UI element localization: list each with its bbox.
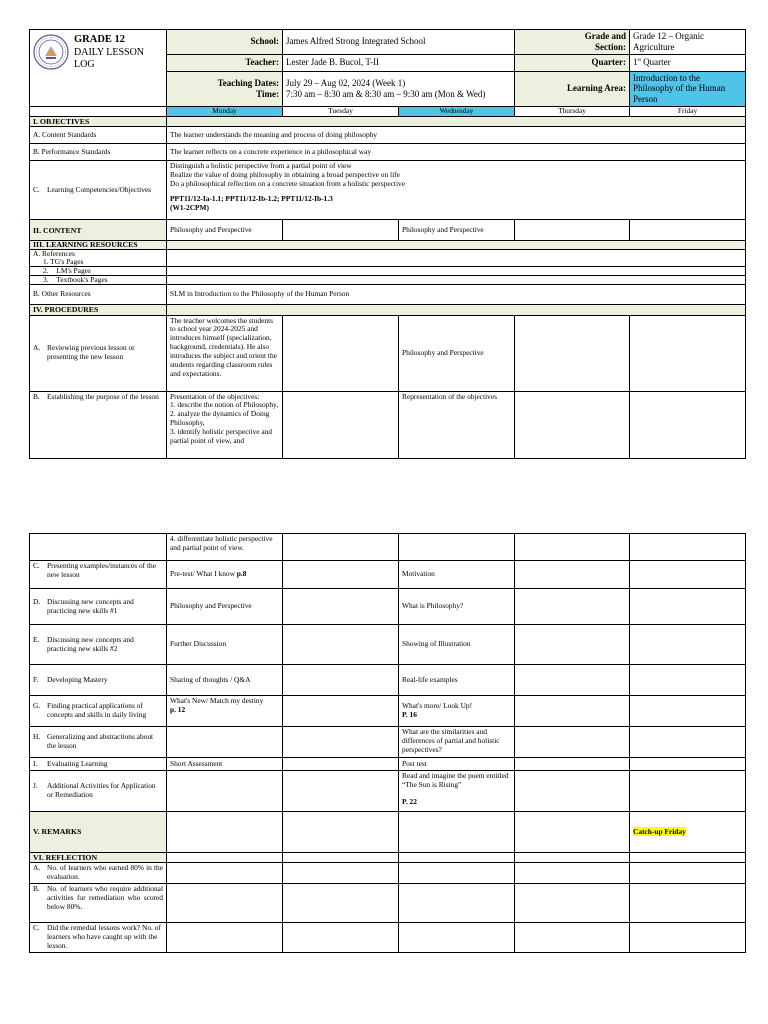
procedure-b-cont-thursday <box>515 534 630 561</box>
procedure-c-thursday <box>515 561 630 589</box>
procedure-b-friday <box>630 391 746 458</box>
reflection-c-thursday <box>515 923 630 953</box>
day-header-tuesday: Tuesday <box>283 106 399 116</box>
deped-seal-icon <box>33 34 69 70</box>
remarks-tuesday <box>283 812 399 853</box>
teacher-label: Teacher: <box>167 54 283 71</box>
reflection-heading-friday <box>630 853 746 863</box>
teacher-value: Lester Jade B. Bucol, T-II <box>283 54 515 71</box>
reflection-heading: VI. REFLECTION <box>30 853 167 863</box>
reflection-b-wednesday <box>399 884 515 923</box>
performance-standards-label: B. Performance Standards <box>30 144 167 161</box>
grade-section-value: Grade 12 – Organic Agriculture <box>630 30 746 55</box>
procedure-e-label: E. Discussing new concepts and practicing new skills #2 <box>30 625 167 665</box>
reflection-a-wednesday <box>399 863 515 884</box>
procedure-b-tuesday <box>283 391 399 458</box>
textbook-pages-value <box>167 276 746 285</box>
procedure-g-friday <box>630 696 746 727</box>
remarks-heading: V. REMARKS <box>30 812 167 853</box>
procedure-g-tuesday <box>283 696 399 727</box>
objectives-heading-fill <box>167 116 746 126</box>
procedure-i-label: I. Evaluating Learning <box>30 758 167 771</box>
lesson-log-table-page2 <box>29 533 746 953</box>
reflection-b-monday <box>167 884 283 923</box>
learning-area-value: Introduction to the Philosophy of the Human Person <box>630 71 746 106</box>
day-header-wednesday: Wednesday <box>399 106 515 116</box>
quarter-label: Quarter: <box>515 54 630 71</box>
reflection-heading-monday <box>167 853 283 863</box>
procedure-a-wednesday: Philosophy and Perspective <box>399 315 515 391</box>
reflection-heading-thursday <box>515 853 630 863</box>
reflection-a-friday <box>630 863 746 884</box>
procedure-e-friday <box>630 625 746 665</box>
procedure-j-thursday <box>515 771 630 812</box>
procedure-g-wednesday: What's more/ Look Up! P. 16 <box>399 696 515 727</box>
grade-section-label: Grade and Section: <box>515 30 630 55</box>
content-friday <box>630 220 746 241</box>
procedure-a-label: A. Reviewing previous lesson or presenting the new lesson <box>30 315 167 391</box>
dates-time-label: Teaching Dates: Time: <box>167 71 283 106</box>
procedure-h-wednesday: What are the similarities and differences of partial and holistic perspectives? <box>399 727 515 758</box>
procedure-c-friday <box>630 561 746 589</box>
school-label: School: <box>167 30 283 55</box>
quarter-value: 1st Quarter <box>630 54 746 71</box>
procedure-e-monday: Further Discussion <box>167 625 283 665</box>
procedure-e-tuesday <box>283 625 399 665</box>
procedure-b-thursday <box>515 391 630 458</box>
school-value: James Alfred Strong Integrated School <box>283 30 515 55</box>
procedure-f-monday: Sharing of thoughts / Q&A <box>167 665 283 696</box>
procedure-b-cont-tuesday <box>283 534 399 561</box>
procedure-d-thursday <box>515 589 630 625</box>
procedure-h-label: H. Generalizing and abstractions about the lesson <box>30 727 167 758</box>
procedures-heading: IV. PROCEDURES <box>30 305 167 315</box>
procedure-i-wednesday: Post test <box>399 758 515 771</box>
dates-time-value: July 29 – Aug 02, 2024 (Week 1) 7:30 am – 8:30 am & 8:30 am – 9:30 am (Mon & Wed) <box>283 71 515 106</box>
procedure-d-friday <box>630 589 746 625</box>
procedure-j-tuesday <box>283 771 399 812</box>
reflection-c-friday <box>630 923 746 953</box>
procedure-h-tuesday <box>283 727 399 758</box>
competencies-value: Distinguish a holistic perspective from a partial point of view Realize the value of doing philosophy in obtaining a broad perspective on life Do a philosophical reflection on a concrete situation from a holistic perspective PPT11/12-Ia-1.1; PPT11/12-Ib-1.2; PPT11/12-Ib-1.3 (W1-2CPM) <box>167 161 746 220</box>
content-standards-value: The learner understands the meaning and process of doing philosophy <box>167 127 746 144</box>
procedure-d-wednesday: What is Philosophy? <box>399 589 515 625</box>
procedure-g-thursday <box>515 696 630 727</box>
log-title: DAILY LESSON LOG <box>74 46 145 70</box>
reflection-c-wednesday <box>399 923 515 953</box>
competency-codes-week: (W1-2CPM) <box>170 202 209 212</box>
performance-standards-value: The learner reflects on a concrete experience in a philosophical way <box>167 144 746 161</box>
remarks-thursday <box>515 812 630 853</box>
competencies-label: C. Learning Competencies/Objectives <box>30 161 167 220</box>
procedure-b-wednesday: Representation of the objectives <box>399 391 515 458</box>
reflection-b-thursday <box>515 884 630 923</box>
learning-area-label: Learning Area: <box>515 71 630 106</box>
procedure-c-label: C. Presenting examples/instances of the new lesson <box>30 561 167 589</box>
day-header-monday: Monday <box>167 106 283 116</box>
procedure-a-tuesday <box>283 315 399 391</box>
reflection-b-label: B. No. of learners who require additional activities for remediation who scored below 80%. <box>30 884 167 923</box>
procedure-a-friday <box>630 315 746 391</box>
references-value <box>167 250 746 267</box>
procedure-b-label: B. Establishing the purpose of the lesson <box>30 391 167 458</box>
reflection-c-label: C. Did the remedial lessons work? No. of learners who have caught up with the lesson. <box>30 923 167 953</box>
procedure-d-label: D. Discussing new concepts and practicing new skills #1 <box>30 589 167 625</box>
procedure-d-monday: Philosophy and Perspective <box>167 589 283 625</box>
day-header-friday: Friday <box>630 106 746 116</box>
day-header-thursday: Thursday <box>515 106 630 116</box>
procedure-f-thursday <box>515 665 630 696</box>
procedure-j-wednesday: Read and imagine the poem entitled “The Sun is Rising” P. 22 <box>399 771 515 812</box>
reflection-heading-wednesday <box>399 853 515 863</box>
reflection-a-tuesday <box>283 863 399 884</box>
reflection-b-tuesday <box>283 884 399 923</box>
content-tuesday <box>283 220 399 241</box>
procedure-b-monday: Presentation of the objectives: 1. describe the notion of Philosophy, 2. analyze the dynamics of Doing Philosophy, 3. identify holistic perspective and partial point of view, and <box>167 391 283 458</box>
procedure-a-monday: The teacher welcomes the students to school year 2024-2025 and introduces himself (specialization, background, credentials). He also introduces the subject and orient the students regarding classroom rules and expectations. <box>167 315 283 391</box>
reflection-c-tuesday <box>283 923 399 953</box>
competency-codes: PPT11/12-Ia-1.1; PPT11/12-Ib-1.2; PPT11/12-Ib-1.3 <box>170 193 333 203</box>
references-cell: A. References 1. TG's Pages <box>30 250 167 267</box>
textbook-pages-cell: 3. Textbook's Pages <box>30 276 167 285</box>
other-resources-value: SLM in Introduction to the Philosophy of the Human Person <box>167 285 746 305</box>
procedure-h-monday <box>167 727 283 758</box>
procedure-g-monday: What's New/ Match my destiny p. 12 <box>167 696 283 727</box>
content-heading: II. CONTENT <box>30 220 167 241</box>
remarks-wednesday <box>399 812 515 853</box>
remarks-monday <box>167 812 283 853</box>
procedure-e-wednesday: Showing of Illustration <box>399 625 515 665</box>
procedure-f-tuesday <box>283 665 399 696</box>
procedure-i-monday: Short Assessment <box>167 758 283 771</box>
procedure-h-thursday <box>515 727 630 758</box>
blank-cell <box>30 106 167 116</box>
grade-title: GRADE 12 <box>74 34 126 45</box>
procedure-b-cont-wednesday <box>399 534 515 561</box>
procedure-j-friday <box>630 771 746 812</box>
other-resources-label: B. Other Resources <box>30 285 167 305</box>
reflection-b-friday <box>630 884 746 923</box>
content-thursday <box>515 220 630 241</box>
header-title-cell <box>30 30 167 107</box>
reflection-a-label: A. No. of learners who earned 80% in the evaluation. <box>30 863 167 884</box>
lm-pages-value <box>167 267 746 276</box>
procedure-b-cont-friday <box>630 534 746 561</box>
content-standards-label: A. Content Standards <box>30 127 167 144</box>
procedure-b-cont-monday: 4. differentiate holistic perspective and partial point of view. <box>167 534 283 561</box>
procedure-c-wednesday: Motivation <box>399 561 515 589</box>
procedure-f-friday <box>630 665 746 696</box>
content-wednesday: Philosophy and Perspective <box>399 220 515 241</box>
reflection-heading-tuesday <box>283 853 399 863</box>
procedure-d-tuesday <box>283 589 399 625</box>
procedure-c-tuesday <box>283 561 399 589</box>
procedure-e-thursday <box>515 625 630 665</box>
procedure-j-label: J. Additional Activities for Application or Remediation <box>30 771 167 812</box>
resources-heading-fill <box>167 241 746 250</box>
procedure-f-wednesday: Real-life examples <box>399 665 515 696</box>
procedure-j-monday <box>167 771 283 812</box>
procedure-i-thursday <box>515 758 630 771</box>
reflection-a-monday <box>167 863 283 884</box>
remarks-friday: Catch-up Friday <box>630 812 746 853</box>
procedure-a-thursday <box>515 315 630 391</box>
procedure-g-label: G. Finding practical applications of concepts and skills in daily living <box>30 696 167 727</box>
reflection-c-monday <box>167 923 283 953</box>
lesson-log-table-page1 <box>29 29 746 459</box>
content-monday: Philosophy and Perspective <box>167 220 283 241</box>
objectives-heading: I. OBJECTIVES <box>30 116 167 126</box>
lm-pages-cell: 2. LM's Pages <box>30 267 167 276</box>
procedure-b-cont-label <box>30 534 167 561</box>
procedure-i-friday <box>630 758 746 771</box>
procedure-c-monday: Pre-test/ What I know p.8 <box>167 561 283 589</box>
procedure-h-friday <box>630 727 746 758</box>
reflection-a-thursday <box>515 863 630 884</box>
procedures-heading-fill <box>167 305 746 315</box>
procedure-i-tuesday <box>283 758 399 771</box>
resources-heading: III. LEARNING RESOURCES <box>30 241 167 250</box>
procedure-f-label: F. Developing Mastery <box>30 665 167 696</box>
